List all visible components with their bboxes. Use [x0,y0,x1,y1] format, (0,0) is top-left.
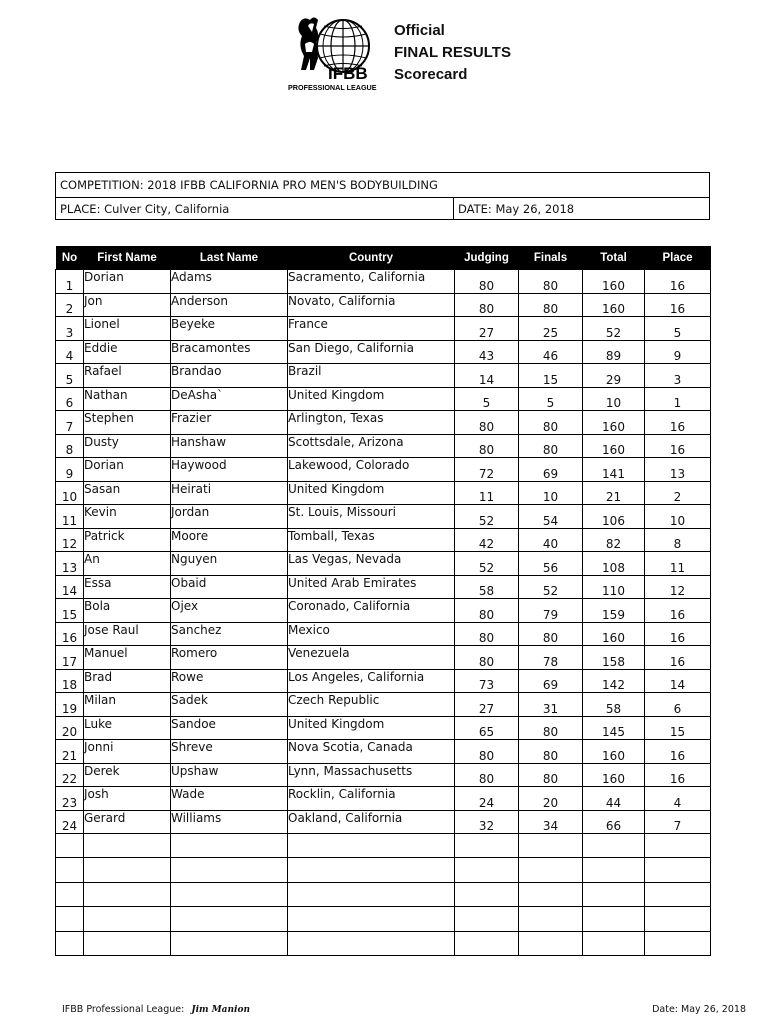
col-header-total: Total [583,246,645,270]
cell-total: 44 [583,787,645,811]
cell-total: 160 [583,740,645,764]
cell-first-name: Gerard [84,810,171,834]
cell-finals: 31 [519,693,583,717]
cell-first-name: Milan [84,693,171,717]
cell-first-name: Stephen [84,411,171,435]
cell-last-name: Sadek [171,693,288,717]
table-row [56,364,711,388]
cell-finals-empty [519,931,583,955]
cell-total-empty [583,882,645,906]
cell-country: Scottsdale, Arizona [288,434,455,458]
cell-first-name-empty [84,882,171,906]
cell-finals: 20 [519,787,583,811]
table-row [56,763,711,787]
cell-first-name: Josh [84,787,171,811]
cell-country: Los Angeles, California [288,669,455,693]
place-line: PLACE: Culver City, California [56,197,454,220]
cell-finals: 69 [519,458,583,482]
col-header-place: Place [645,246,711,270]
cell-country: United Arab Emirates [288,575,455,599]
cell-finals: 54 [519,505,583,529]
cell-no: 4 [56,340,84,364]
col-header-last-name: Last Name [171,246,288,270]
footer-signature: Jim Manion [191,1005,250,1015]
table-row [56,411,711,435]
cell-judging: 80 [455,599,519,623]
cell-first-name: Bola [84,599,171,623]
col-header-finals: Finals [519,246,583,270]
table-row [56,387,711,411]
cell-no: 11 [56,505,84,529]
cell-no-empty [56,882,84,906]
cell-last-name: Upshaw [171,763,288,787]
cell-place: 7 [645,810,711,834]
cell-finals: 79 [519,599,583,623]
cell-finals-empty [519,882,583,906]
col-header-country: Country [288,246,455,270]
cell-no: 9 [56,458,84,482]
cell-first-name: Luke [84,716,171,740]
cell-finals: 78 [519,646,583,670]
table-row [56,787,711,811]
cell-place: 16 [645,434,711,458]
cell-country: Rocklin, California [288,787,455,811]
cell-first-name: Kevin [84,505,171,529]
cell-first-name-empty [84,858,171,882]
competition-line: COMPETITION: 2018 IFBB CALIFORNIA PRO MEN'S BODYBUILDING [56,173,709,198]
table-row [56,740,711,764]
cell-country: United Kingdom [288,481,455,505]
cell-first-name: Jose Raul [84,622,171,646]
cell-last-name: Haywood [171,458,288,482]
cell-no: 2 [56,293,84,317]
cell-total: 66 [583,810,645,834]
cell-finals: 69 [519,669,583,693]
cell-place: 6 [645,693,711,717]
cell-first-name: Sasan [84,481,171,505]
cell-place-empty [645,907,711,931]
cell-judging: 42 [455,528,519,552]
date-line: DATE: May 26, 2018 [458,202,575,216]
cell-place-empty [645,834,711,858]
cell-place: 2 [645,481,711,505]
cell-first-name: Rafael [84,364,171,388]
cell-no: 6 [56,387,84,411]
cell-last-name-empty [171,931,288,955]
cell-judging: 80 [455,293,519,317]
cell-last-name: Moore [171,528,288,552]
table-row [56,552,711,576]
cell-last-name: Beyeke [171,317,288,341]
cell-no: 8 [56,434,84,458]
cell-judging: 72 [455,458,519,482]
cell-country: St. Louis, Missouri [288,505,455,529]
cell-place: 16 [645,622,711,646]
cell-judging: 65 [455,716,519,740]
cell-judging: 80 [455,646,519,670]
cell-no: 10 [56,481,84,505]
cell-total: 145 [583,716,645,740]
cell-country: Oakland, California [288,810,455,834]
cell-judging: 80 [455,763,519,787]
cell-last-name: Romero [171,646,288,670]
cell-total: 160 [583,411,645,435]
cell-finals: 46 [519,340,583,364]
cell-finals: 52 [519,575,583,599]
results-body [56,270,711,956]
table-row [56,528,711,552]
cell-first-name: Patrick [84,528,171,552]
cell-finals: 5 [519,387,583,411]
cell-place: 9 [645,340,711,364]
cell-total: 10 [583,387,645,411]
cell-finals: 80 [519,270,583,294]
cell-finals: 80 [519,716,583,740]
cell-no-empty [56,858,84,882]
cell-country: Czech Republic [288,693,455,717]
cell-first-name: Manuel [84,646,171,670]
cell-place: 16 [645,740,711,764]
cell-no: 5 [56,364,84,388]
cell-last-name: Ojex [171,599,288,623]
cell-judging-empty [455,882,519,906]
cell-finals: 80 [519,622,583,646]
table-row [56,646,711,670]
cell-total: 82 [583,528,645,552]
cell-judging: 43 [455,340,519,364]
cell-place-empty [645,858,711,882]
cell-country-empty [288,907,455,931]
cell-last-name: Jordan [171,505,288,529]
cell-total-empty [583,834,645,858]
ifbb-globe-icon [288,12,393,92]
cell-finals: 34 [519,810,583,834]
cell-judging: 80 [455,411,519,435]
cell-place-empty [645,882,711,906]
footer-signature-block [62,1004,250,1015]
cell-first-name-empty [84,834,171,858]
title-scorecard: Scorecard [394,66,468,83]
cell-first-name: Essa [84,575,171,599]
cell-last-name: Sanchez [171,622,288,646]
cell-country: Las Vegas, Nevada [288,552,455,576]
cell-judging: 11 [455,481,519,505]
cell-country-empty [288,931,455,955]
cell-last-name: DeAsha` [171,387,288,411]
cell-country: Sacramento, California [288,270,455,294]
cell-last-name: Sandoe [171,716,288,740]
cell-no-empty [56,931,84,955]
cell-first-name-empty [84,931,171,955]
cell-total: 58 [583,693,645,717]
table-row [56,293,711,317]
cell-finals: 15 [519,364,583,388]
cell-last-name-empty [171,907,288,931]
cell-no: 14 [56,575,84,599]
cell-country: Lynn, Massachusetts [288,763,455,787]
cell-total-empty [583,858,645,882]
cell-no: 18 [56,669,84,693]
cell-finals-empty [519,907,583,931]
cell-judging: 73 [455,669,519,693]
cell-finals: 10 [519,481,583,505]
cell-first-name: Jonni [84,740,171,764]
cell-place: 16 [645,646,711,670]
cell-country: Nova Scotia, Canada [288,740,455,764]
cell-country: France [288,317,455,341]
cell-judging: 58 [455,575,519,599]
cell-judging: 80 [455,434,519,458]
cell-judging: 80 [455,622,519,646]
cell-place: 16 [645,293,711,317]
table-row [56,716,711,740]
cell-total-empty [583,907,645,931]
cell-judging: 80 [455,740,519,764]
cell-total: 108 [583,552,645,576]
cell-country: Tomball, Texas [288,528,455,552]
cell-finals-empty [519,858,583,882]
cell-finals: 40 [519,528,583,552]
logo-ifbb-text: IFBB [328,64,368,83]
cell-last-name-empty [171,858,288,882]
table-row [56,434,711,458]
cell-finals: 80 [519,293,583,317]
cell-finals-empty [519,834,583,858]
cell-total: 29 [583,364,645,388]
cell-last-name-empty [171,882,288,906]
cell-country-empty [288,858,455,882]
cell-last-name: Brandao [171,364,288,388]
cell-total: 160 [583,293,645,317]
cell-first-name: An [84,552,171,576]
cell-judging: 14 [455,364,519,388]
table-row [56,810,711,834]
cell-place: 16 [645,763,711,787]
cell-country: Coronado, California [288,599,455,623]
cell-last-name: Shreve [171,740,288,764]
cell-no: 24 [56,810,84,834]
cell-judging-empty [455,907,519,931]
cell-judging: 24 [455,787,519,811]
cell-first-name: Eddie [84,340,171,364]
cell-no-empty [56,834,84,858]
cell-total: 160 [583,763,645,787]
cell-last-name: Hanshaw [171,434,288,458]
cell-place: 16 [645,270,711,294]
cell-judging-empty [455,931,519,955]
cell-place: 8 [645,528,711,552]
cell-last-name: Heirati [171,481,288,505]
cell-total: 21 [583,481,645,505]
cell-last-name: Wade [171,787,288,811]
cell-country: Venezuela [288,646,455,670]
cell-finals: 80 [519,434,583,458]
cell-place: 1 [645,387,711,411]
cell-no: 20 [56,716,84,740]
cell-finals: 56 [519,552,583,576]
cell-last-name: Anderson [171,293,288,317]
cell-total: 160 [583,622,645,646]
cell-country: Brazil [288,364,455,388]
cell-place: 5 [645,317,711,341]
col-header-first-name: First Name [84,246,171,270]
cell-last-name: Nguyen [171,552,288,576]
title-final-results: FINAL RESULTS [394,44,511,61]
cell-place: 10 [645,505,711,529]
cell-total: 89 [583,340,645,364]
table-row [56,481,711,505]
cell-judging: 5 [455,387,519,411]
cell-first-name: Jon [84,293,171,317]
cell-country: Arlington, Texas [288,411,455,435]
table-row [56,575,711,599]
empty-table-row [56,858,711,882]
empty-table-row [56,907,711,931]
cell-place: 14 [645,669,711,693]
cell-first-name-empty [84,907,171,931]
cell-no: 1 [56,270,84,294]
cell-country: United Kingdom [288,716,455,740]
place-date-row [56,197,709,221]
cell-no: 7 [56,411,84,435]
cell-last-name: Obaid [171,575,288,599]
cell-total: 158 [583,646,645,670]
col-header-no: No [56,246,84,270]
ifbb-logo [288,12,393,92]
cell-last-name: Adams [171,270,288,294]
cell-country: Novato, California [288,293,455,317]
cell-total: 159 [583,599,645,623]
table-row [56,458,711,482]
cell-place: 3 [645,364,711,388]
cell-total: 52 [583,317,645,341]
cell-no: 16 [56,622,84,646]
cell-judging-empty [455,858,519,882]
title-official: Official [394,22,445,39]
cell-last-name: Williams [171,810,288,834]
cell-last-name-empty [171,834,288,858]
cell-country: United Kingdom [288,387,455,411]
cell-finals: 80 [519,740,583,764]
cell-judging: 32 [455,810,519,834]
cell-no-empty [56,907,84,931]
cell-no: 17 [56,646,84,670]
cell-country-empty [288,834,455,858]
results-table [55,246,711,956]
cell-judging: 52 [455,505,519,529]
cell-place: 16 [645,599,711,623]
table-header-row [56,246,711,270]
cell-total: 160 [583,270,645,294]
footer-league-label: IFBB Professional League: [62,1004,185,1015]
cell-first-name: Dorian [84,458,171,482]
footer-date: Date: May 26, 2018 [652,1004,746,1015]
cell-total: 142 [583,669,645,693]
table-row [56,622,711,646]
cell-total-empty [583,931,645,955]
scorecard-title [394,20,511,86]
cell-finals: 80 [519,411,583,435]
cell-place: 13 [645,458,711,482]
table-row [56,317,711,341]
cell-country: Lakewood, Colorado [288,458,455,482]
table-row [56,599,711,623]
cell-no: 21 [56,740,84,764]
table-row [56,270,711,294]
cell-no: 12 [56,528,84,552]
cell-judging: 52 [455,552,519,576]
table-row [56,669,711,693]
cell-last-name: Bracamontes [171,340,288,364]
cell-place: 16 [645,411,711,435]
cell-last-name: Rowe [171,669,288,693]
cell-total: 141 [583,458,645,482]
cell-total: 106 [583,505,645,529]
col-header-judging: Judging [455,246,519,270]
cell-finals: 80 [519,763,583,787]
cell-finals: 25 [519,317,583,341]
cell-country: Mexico [288,622,455,646]
competition-info-box [55,172,710,220]
cell-first-name: Dusty [84,434,171,458]
cell-first-name: Lionel [84,317,171,341]
cell-first-name: Brad [84,669,171,693]
table-row [56,340,711,364]
cell-country: San Diego, California [288,340,455,364]
cell-last-name: Frazier [171,411,288,435]
table-row [56,693,711,717]
cell-first-name: Nathan [84,387,171,411]
table-row [56,505,711,529]
cell-no: 3 [56,317,84,341]
cell-place: 15 [645,716,711,740]
cell-no: 15 [56,599,84,623]
cell-first-name: Derek [84,763,171,787]
empty-table-row [56,931,711,955]
cell-judging: 27 [455,693,519,717]
logo-professional-league-text: PROFESSIONAL LEAGUE [288,83,377,92]
cell-place: 4 [645,787,711,811]
empty-table-row [56,834,711,858]
cell-no: 22 [56,763,84,787]
cell-judging: 80 [455,270,519,294]
cell-judging-empty [455,834,519,858]
cell-place-empty [645,931,711,955]
empty-table-row [56,882,711,906]
cell-no: 23 [56,787,84,811]
cell-country-empty [288,882,455,906]
cell-total: 160 [583,434,645,458]
cell-first-name: Dorian [84,270,171,294]
cell-total: 110 [583,575,645,599]
cell-place: 11 [645,552,711,576]
cell-no: 19 [56,693,84,717]
cell-judging: 27 [455,317,519,341]
cell-no: 13 [56,552,84,576]
cell-place: 12 [645,575,711,599]
